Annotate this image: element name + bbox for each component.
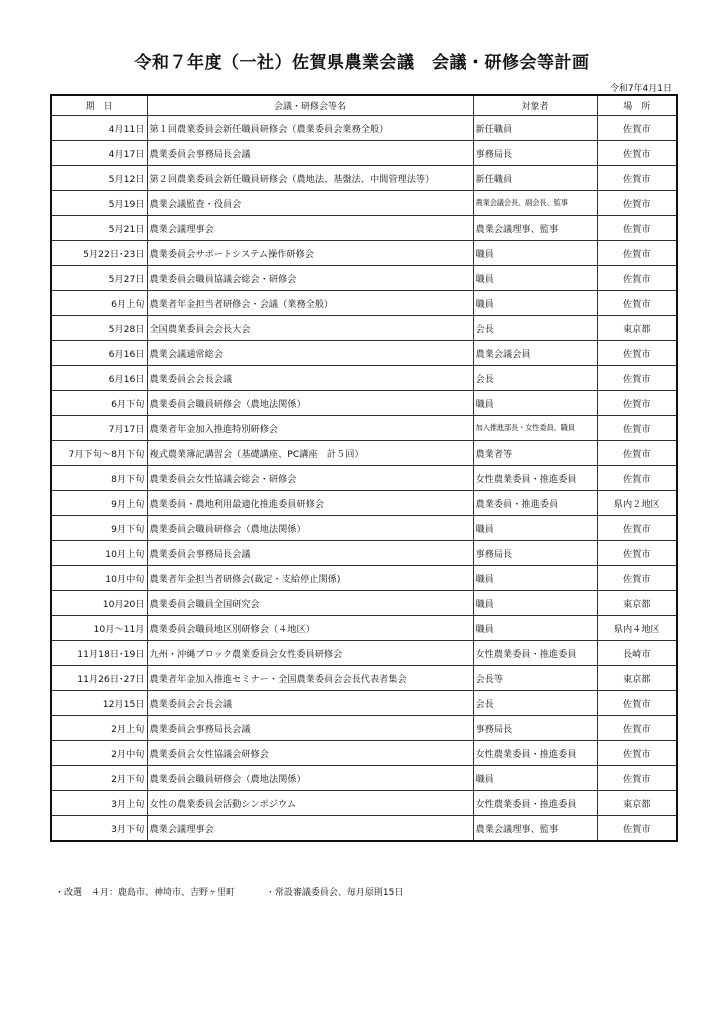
row-place: 佐賀市 — [597, 191, 677, 216]
row-target: 農業委員・推進委員 — [473, 491, 597, 516]
row-event: 農業委員会職員地区別研修会（４地区） — [147, 616, 473, 641]
row-event: 農業者年金加入推進特別研修会 — [147, 416, 473, 441]
row-target: 職員 — [473, 291, 597, 316]
row-place: 佐賀市 — [597, 816, 677, 842]
row-target: 会長 — [473, 691, 597, 716]
table-row — [51, 341, 677, 366]
row-event: 第２回農業委員会新任職員研修会（農地法、基盤法、中間管理法等） — [147, 166, 473, 191]
row-target: 女性農業委員・推進委員 — [473, 791, 597, 816]
row-date: 10月中旬 — [51, 566, 147, 591]
row-target: 会長 — [473, 316, 597, 341]
table-row — [51, 591, 677, 616]
row-target: 職員 — [473, 566, 597, 591]
footnote — [55, 885, 403, 898]
row-date: 7月17日 — [51, 416, 147, 441]
row-event: 農業委員会職員協議会総会・研修会 — [147, 266, 473, 291]
row-place: 東京都 — [597, 791, 677, 816]
row-event: 農業委員会女性協議会総会・研修会 — [147, 466, 473, 491]
row-target: 職員 — [473, 766, 597, 791]
row-event: 農業委員会女性協議会研修会 — [147, 741, 473, 766]
row-event: 農業者年金担当者研修会(裁定・支給停止関係) — [147, 566, 473, 591]
row-event: 農業会議監査・役員会 — [147, 191, 473, 216]
row-date: 11月18日･19日 — [51, 641, 147, 666]
row-place: 佐賀市 — [597, 241, 677, 266]
table-row — [51, 791, 677, 816]
row-place: 佐賀市 — [597, 266, 677, 291]
table-row — [51, 466, 677, 491]
row-target: 職員 — [473, 266, 597, 291]
table-row — [51, 241, 677, 266]
row-date: 9月下旬 — [51, 516, 147, 541]
row-event: 農業委員会事務局長会議 — [147, 716, 473, 741]
row-target: 職員 — [473, 516, 597, 541]
row-event: 農業委員会サポートシステム操作研修会 — [147, 241, 473, 266]
row-place: 佐賀市 — [597, 391, 677, 416]
footnote-election: ・改選 ４月：鹿島市、神埼市、吉野ヶ里町 — [55, 888, 236, 898]
row-date: 3月下旬 — [51, 816, 147, 842]
row-target: 農業会議理事、監事 — [473, 216, 597, 241]
row-date: 6月下旬 — [51, 391, 147, 416]
row-target: 新任職員 — [473, 166, 597, 191]
row-event: 農業委員会事務局長会議 — [147, 141, 473, 166]
header-target: 対象者 — [473, 95, 597, 116]
row-event: 農業会議理事会 — [147, 816, 473, 842]
row-event: 九州・沖縄ブロック農業委員会女性委員研修会 — [147, 641, 473, 666]
row-place: 佐賀市 — [597, 716, 677, 741]
row-date: 4月11日 — [51, 116, 147, 141]
table-row — [51, 691, 677, 716]
header-event: 会議・研修会等名 — [147, 95, 473, 116]
table-row — [51, 641, 677, 666]
table-row — [51, 116, 677, 141]
table-row — [51, 516, 677, 541]
row-place: 佐賀市 — [597, 516, 677, 541]
row-place: 佐賀市 — [597, 766, 677, 791]
row-event: 農業委員会会長会議 — [147, 691, 473, 716]
row-date: 4月17日 — [51, 141, 147, 166]
row-target: 職員 — [473, 591, 597, 616]
row-date: 6月上旬 — [51, 291, 147, 316]
header-date: 期 日 — [51, 95, 147, 116]
schedule-table — [50, 94, 678, 842]
page-title: 令和７年度（一社）佐賀県農業会議 会議・研修会等計画 — [134, 53, 590, 73]
row-date: 8月下旬 — [51, 466, 147, 491]
row-event: 第１回農業委員会新任職員研修会（農業委員会業務全般） — [147, 116, 473, 141]
row-place: 佐賀市 — [597, 166, 677, 191]
row-place: 佐賀市 — [597, 291, 677, 316]
row-place: 東京都 — [597, 666, 677, 691]
table-row — [51, 166, 677, 191]
row-event: 農業委員会事務局長会議 — [147, 541, 473, 566]
row-target: 事務局長 — [473, 541, 597, 566]
issue-date: 令和7年4月1日 — [609, 84, 672, 94]
row-date: 12月15日 — [51, 691, 147, 716]
row-date: 5月19日 — [51, 191, 147, 216]
row-event: 農業委員会職員全国研究会 — [147, 591, 473, 616]
row-target: 職員 — [473, 616, 597, 641]
row-place: 佐賀市 — [597, 566, 677, 591]
row-target: 農業会議会長、副会長、監事 — [473, 191, 597, 216]
row-target: 加入推進部長・女性委員、職員 — [473, 416, 597, 441]
footnote-committee: ・常設審議委員会、毎月原則15日 — [265, 888, 404, 898]
row-event: 農業委員会職員研修会（農地法関係） — [147, 766, 473, 791]
table-row — [51, 616, 677, 641]
row-place: 佐賀市 — [597, 741, 677, 766]
row-date: 9月上旬 — [51, 491, 147, 516]
row-place: 佐賀市 — [597, 691, 677, 716]
row-date: 5月28日 — [51, 316, 147, 341]
row-target: 職員 — [473, 391, 597, 416]
row-place: 佐賀市 — [597, 366, 677, 391]
table-row — [51, 316, 677, 341]
row-target: 新任職員 — [473, 116, 597, 141]
row-target: 農業者等 — [473, 441, 597, 466]
row-date: 5月27日 — [51, 266, 147, 291]
row-date: 10月～11月 — [51, 616, 147, 641]
row-place: 佐賀市 — [597, 441, 677, 466]
row-target: 会長 — [473, 366, 597, 391]
row-date: 10月20日 — [51, 591, 147, 616]
row-place: 佐賀市 — [597, 466, 677, 491]
row-date: 6月16日 — [51, 341, 147, 366]
row-place: 東京都 — [597, 316, 677, 341]
row-event: 女性の農業委員会活動シンポジウム — [147, 791, 473, 816]
row-event: 複式農業簿記講習会（基礎講座、PC講座 計５回） — [147, 441, 473, 466]
table-row — [51, 266, 677, 291]
row-date: 2月上旬 — [51, 716, 147, 741]
row-place: 佐賀市 — [597, 216, 677, 241]
row-date: 11月26日･27日 — [51, 666, 147, 691]
table-row — [51, 566, 677, 591]
table-row — [51, 541, 677, 566]
row-event: 農業委員会職員研修会（農地法関係） — [147, 391, 473, 416]
row-place: 佐賀市 — [597, 416, 677, 441]
row-target: 農業会議会員 — [473, 341, 597, 366]
row-place: 佐賀市 — [597, 141, 677, 166]
row-event: 農業会議理事会 — [147, 216, 473, 241]
row-date: 5月22日･23日 — [51, 241, 147, 266]
table-row — [51, 666, 677, 691]
row-place: 県内４地区 — [597, 616, 677, 641]
row-event: 全国農業委員会会長大会 — [147, 316, 473, 341]
table-row — [51, 716, 677, 741]
table-row — [51, 291, 677, 316]
row-event: 農業会議通常総会 — [147, 341, 473, 366]
table-row — [51, 741, 677, 766]
row-place: 佐賀市 — [597, 541, 677, 566]
table-row — [51, 816, 677, 842]
row-place: 長崎市 — [597, 641, 677, 666]
row-place: 東京都 — [597, 591, 677, 616]
table-row — [51, 441, 677, 466]
row-event: 農業委員会職員研修会（農地法関係） — [147, 516, 473, 541]
row-date: 5月21日 — [51, 216, 147, 241]
row-target: 事務局長 — [473, 141, 597, 166]
row-event: 農業者年金加入推進セミナー・全国農業委員会会長代表者集会 — [147, 666, 473, 691]
row-target: 会長等 — [473, 666, 597, 691]
row-target: 女性農業委員・推進委員 — [473, 741, 597, 766]
row-date: 10月上旬 — [51, 541, 147, 566]
table-row — [51, 416, 677, 441]
table-row — [51, 366, 677, 391]
schedule-body — [51, 116, 677, 842]
row-event: 農業者年金担当者研修会・会議（業務全般） — [147, 291, 473, 316]
row-target: 事務局長 — [473, 716, 597, 741]
row-target: 女性農業委員・推進委員 — [473, 641, 597, 666]
row-place: 県内２地区 — [597, 491, 677, 516]
row-date: 2月下旬 — [51, 766, 147, 791]
row-date: 2月中旬 — [51, 741, 147, 766]
row-target: 職員 — [473, 241, 597, 266]
table-row — [51, 391, 677, 416]
table-row — [51, 216, 677, 241]
table-row — [51, 191, 677, 216]
table-header-row — [51, 95, 677, 116]
row-date: 6月16日 — [51, 366, 147, 391]
table-row — [51, 766, 677, 791]
header-place: 場 所 — [597, 95, 677, 116]
row-target: 農業会議理事、監事 — [473, 816, 597, 842]
row-place: 佐賀市 — [597, 116, 677, 141]
table-row — [51, 491, 677, 516]
row-date: 3月上旬 — [51, 791, 147, 816]
row-date: 7月下旬～8月下旬 — [51, 441, 147, 466]
row-date: 5月12日 — [51, 166, 147, 191]
table-row — [51, 141, 677, 166]
row-event: 農業委員会会長会議 — [147, 366, 473, 391]
row-target: 女性農業委員・推進委員 — [473, 466, 597, 491]
row-event: 農業委員・農地利用最適化推進委員研修会 — [147, 491, 473, 516]
row-place: 佐賀市 — [597, 341, 677, 366]
